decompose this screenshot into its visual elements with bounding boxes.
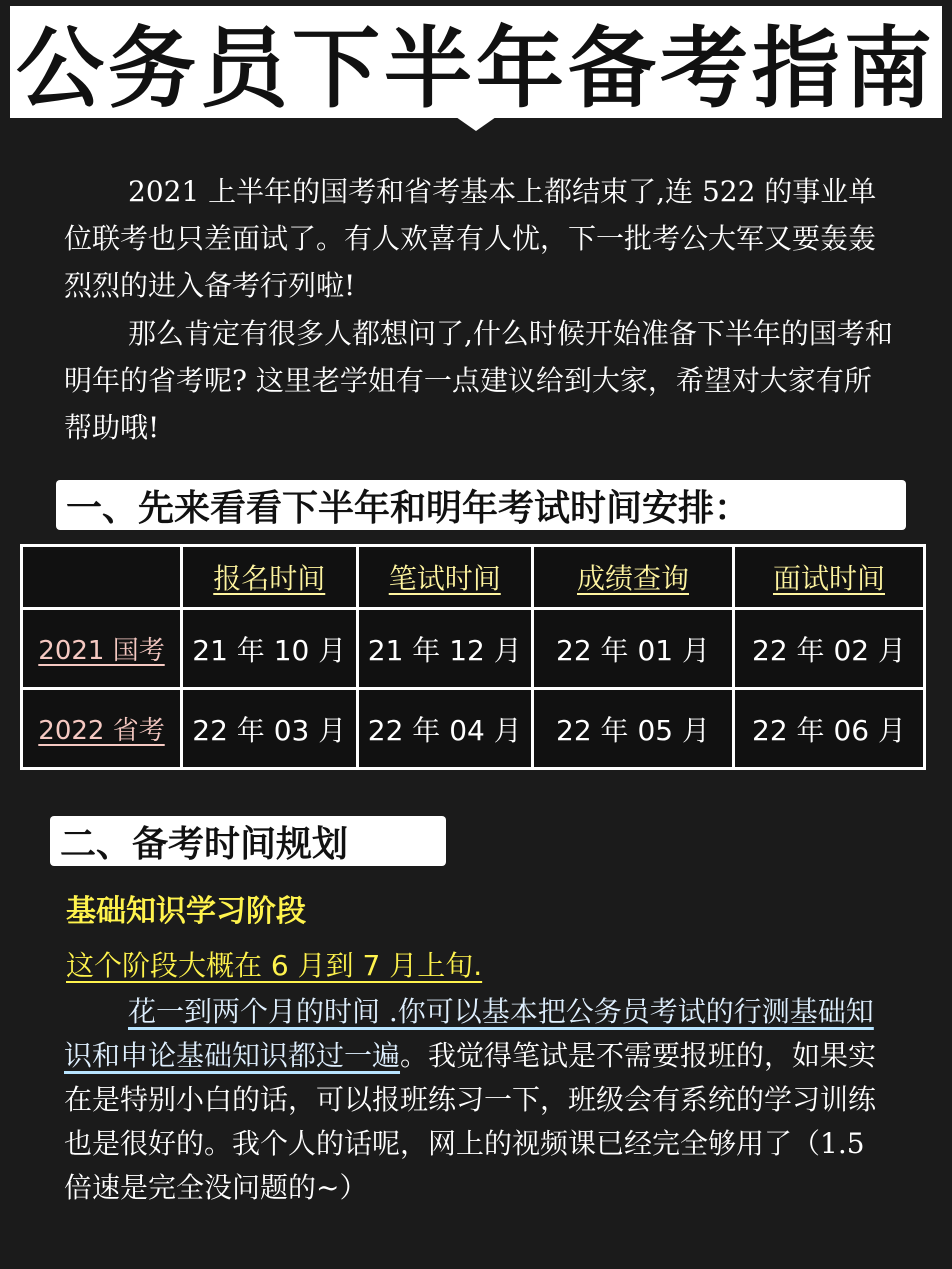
row-label-cell: 2022 省考 (23, 690, 180, 767)
table-header-cell: 笔试时间 (359, 547, 532, 607)
table-cell: 21 年 12 月 (359, 610, 532, 687)
paragraph-body: 。我觉得笔试是不需要报班的，如果实在是特别小白的话，可以报班练习一下，班级会有系统的学习训练也是很好的。我个人的话呢，网上的视频课已经完全够用了（1.5 倍速是完全没问题的~） (64, 1039, 877, 1204)
stage-title: 基础知识学习阶段 (66, 894, 306, 929)
table-header-cell: 面试时间 (735, 547, 923, 607)
section1-heading: 一、先来看看下半年和明年考试时间安排： (56, 480, 906, 530)
table-header-row (23, 547, 923, 607)
title-banner (10, 6, 942, 136)
table-cell: 22 年 02 月 (735, 610, 923, 687)
intro-paragraph-2: 那么肯定有很多人都想问了,什么时候开始准备下半年的国考和明年的省考呢? 这里老学姐有一点建议给到大家，希望对大家有所帮助哦! (64, 317, 893, 444)
exam-schedule-table (20, 544, 926, 770)
table-cell: 21 年 10 月 (183, 610, 356, 687)
table-cell: 22 年 03 月 (183, 690, 356, 767)
table-cell: 22 年 06 月 (735, 690, 923, 767)
table-cell: 22 年 01 月 (534, 610, 732, 687)
row-label-cell: 2021 国考 (23, 610, 180, 687)
table-row (23, 610, 923, 687)
table-header-empty (23, 547, 180, 607)
table-row (23, 690, 923, 767)
intro-paragraph-1: 2021 上半年的国考和省考基本上都结束了,连 522 的事业单位联考也只差面试了。有人欢喜有人忧，下一批考公大军又要轰轰烈烈的进入备考行列啦! (64, 175, 877, 302)
stage-time: 这个阶段大概在 6 月到 7 月上旬. (66, 949, 483, 982)
table-cell: 22 年 04 月 (359, 690, 532, 767)
stage-paragraph (64, 990, 896, 1210)
section2-heading: 二、备考时间规划 (50, 816, 446, 866)
table-header-cell: 报名时间 (183, 547, 356, 607)
table-cell: 22 年 05 月 (534, 690, 732, 767)
table-header-cell: 成绩查询 (534, 547, 732, 607)
highlighted-text: 花一到两个月的时间 .你可以基本把公务员考试的行测基础知识和申论基础知识都过一遍 (64, 995, 874, 1072)
page-title: 公务员下半年备考指南 (15, 17, 936, 120)
